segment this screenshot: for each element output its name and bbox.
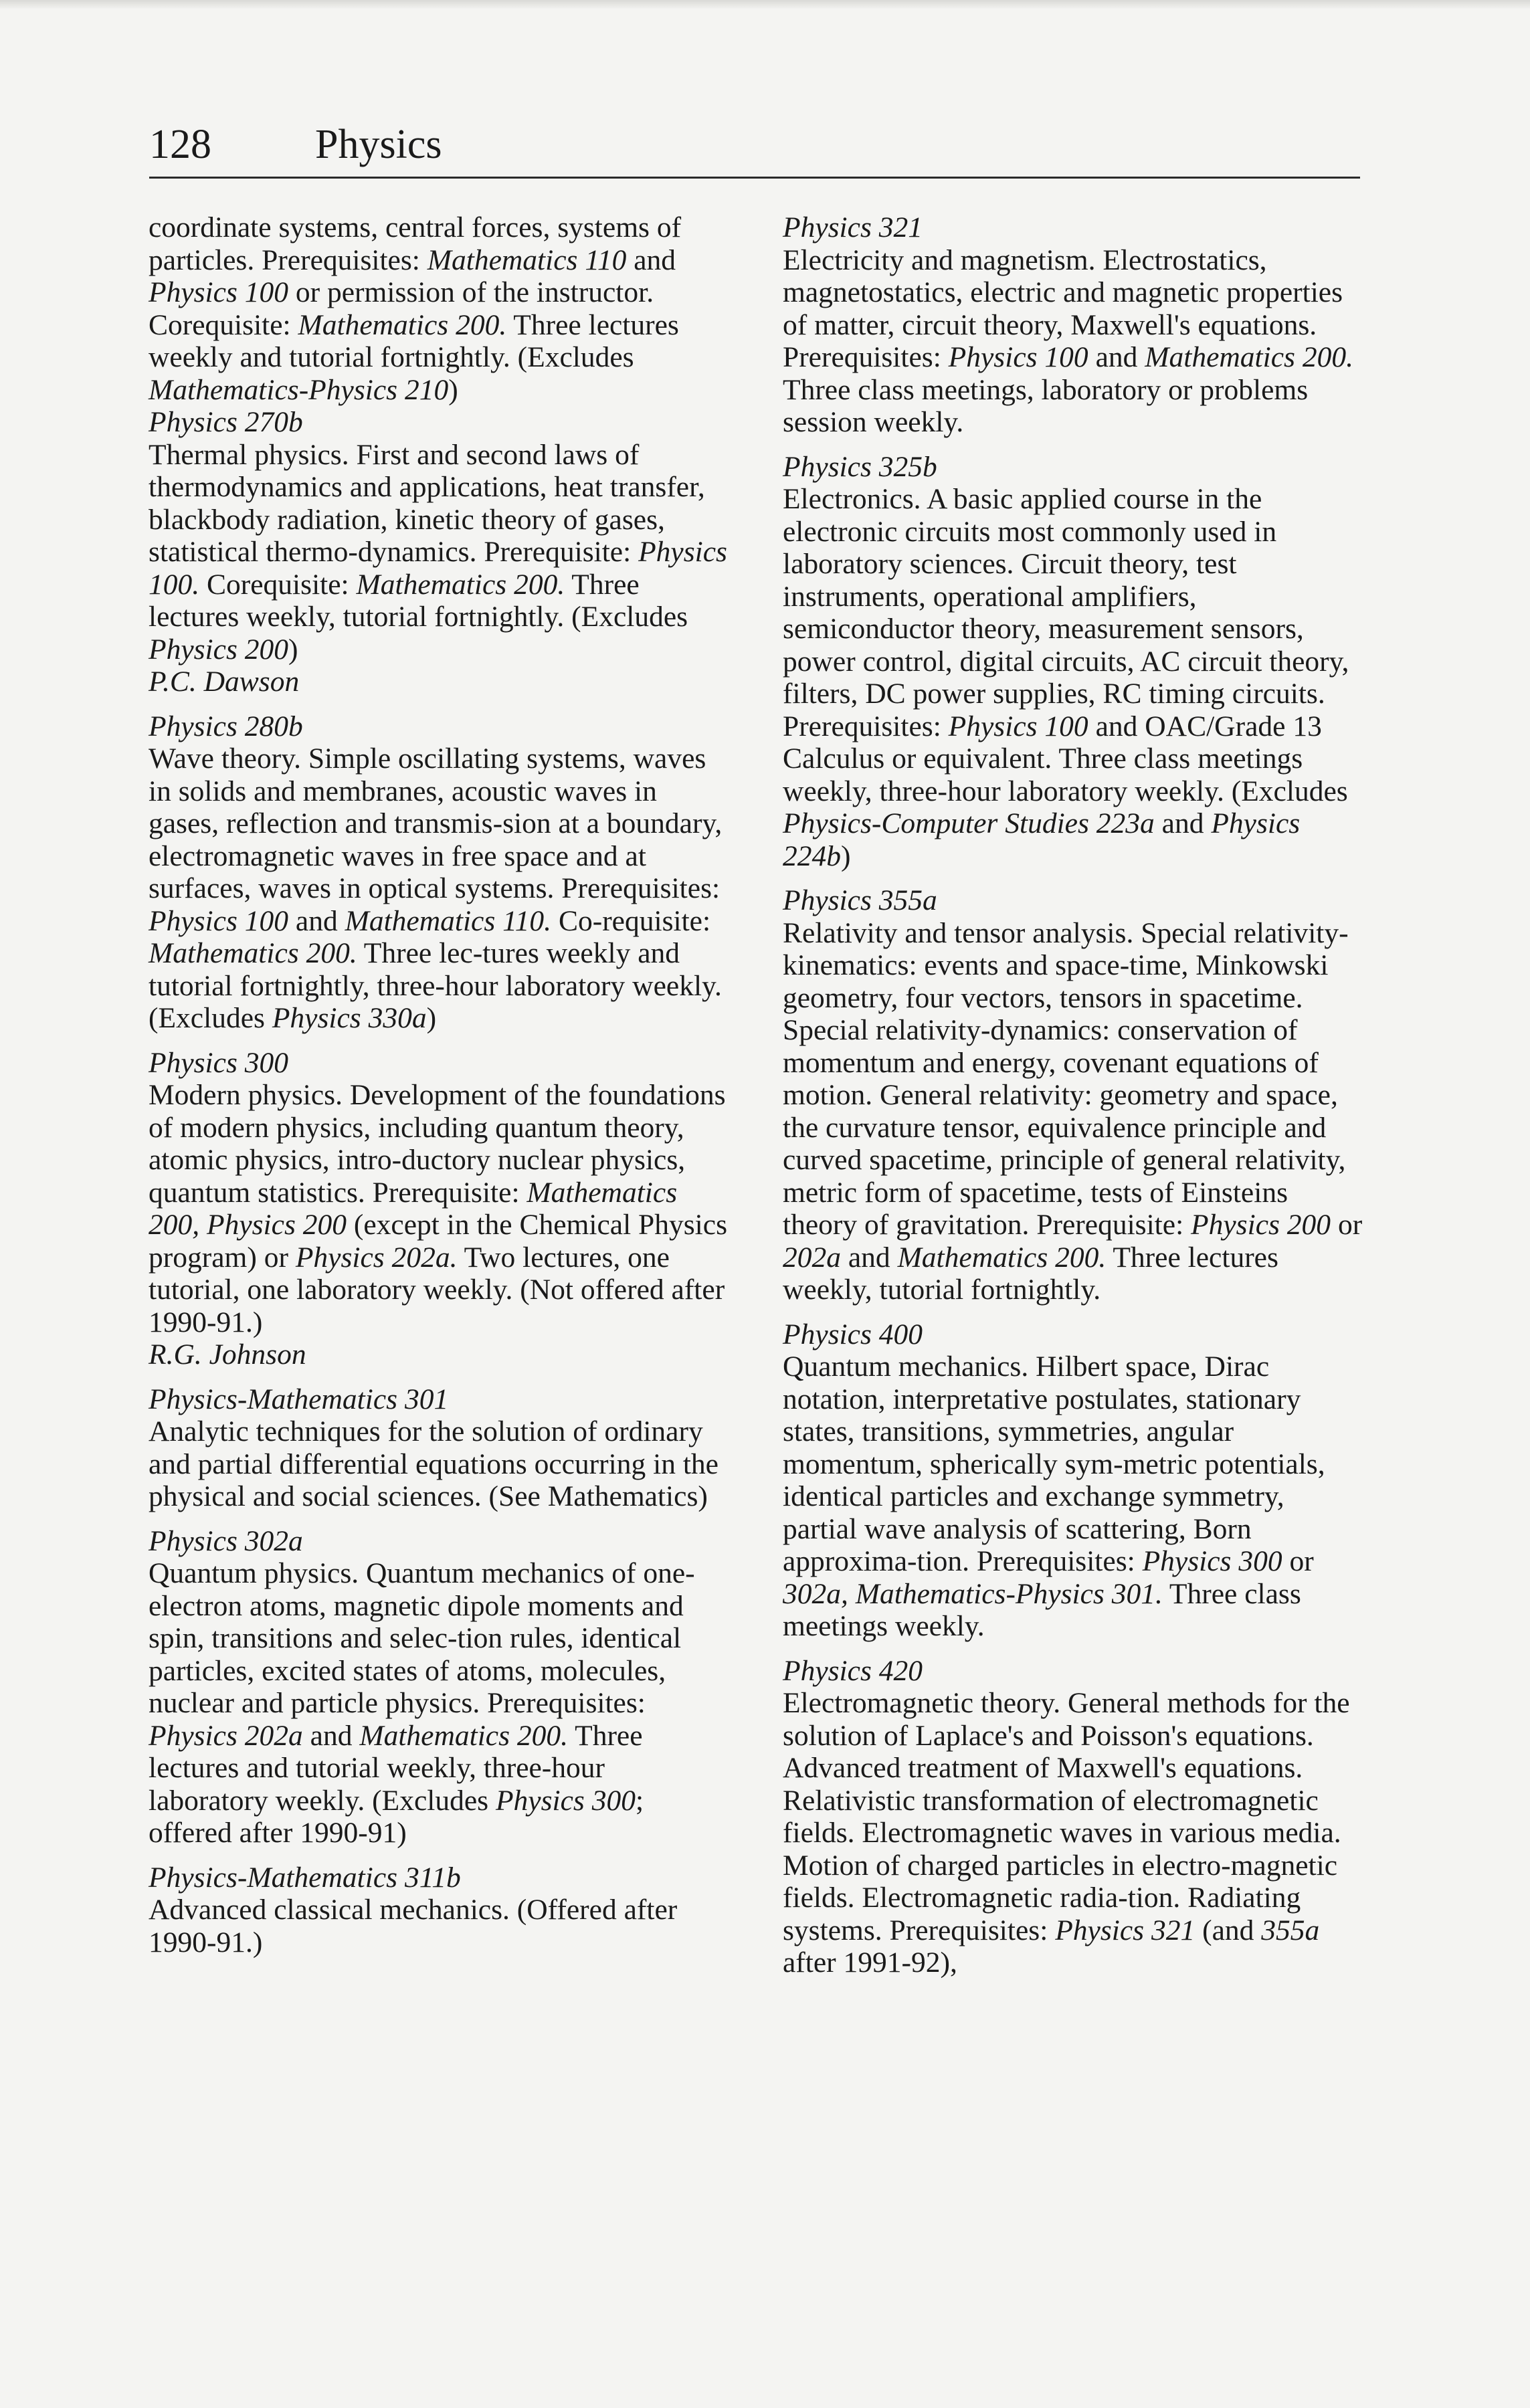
course-reference: 302a, Mathematics-Physics 301. — [783, 1577, 1163, 1610]
course-code: Physics-Mathematics 301 — [149, 1383, 449, 1415]
instructor-name: P.C. Dawson — [149, 666, 300, 698]
course-entry — [783, 1655, 1365, 1979]
description-text: Three class meetings, laboratory or problems session weekly. — [783, 373, 1309, 438]
course-description — [149, 742, 731, 1035]
course-reference: Physics 100. — [149, 536, 727, 601]
description-text: Quantum physics. Quantum mechanics of one-electron atoms, magnetic dipole moments and spin, transitions and selec-tion rules, identical particles, excited states of atoms, molecules, nuclear and particle physics. Prerequisites: — [149, 1557, 695, 1719]
course-description — [149, 1894, 731, 1959]
course-entry — [783, 211, 1365, 439]
description-text: Three lectures weekly and tutorial fortnightly. (Excludes — [149, 308, 679, 373]
course-reference: Mathematics 110 — [427, 243, 627, 276]
description-text: Three lectures weekly, tutorial fortnightly. (Excludes — [149, 568, 688, 633]
description-text: Relativity and tensor analysis. Special relativity-kinematics: events and space-time, Minkowski geometry, four vectors, tensors in spacetime. Special relativity-dynamics: conservation of momentum and energy, covenant equations of motion. General relativity: geometry and space, the curvature tensor, equivalence principle and curved spacetime, principle of general relativity, metric form of spacetime, tests of Einsteins theory of gravitation. Prerequisite: — [783, 916, 1349, 1241]
description-text: ; offered after 1990-91) — [149, 1784, 644, 1849]
course-code: Physics 300 — [149, 1046, 289, 1079]
course-reference: 355a — [1261, 1914, 1320, 1946]
course-reference: Physics 202a. — [295, 1241, 458, 1274]
description-text: and — [288, 904, 345, 937]
course-description — [783, 483, 1365, 872]
course-description — [149, 1079, 731, 1338]
course-reference: Mathematics-Physics 210 — [149, 373, 449, 406]
course-description — [783, 1687, 1365, 1979]
left-column — [149, 211, 731, 1971]
description-text: or permission of the instructor. Corequisite: — [149, 276, 654, 341]
course-reference: Mathematics 110. — [345, 904, 552, 937]
description-text: or — [1282, 1545, 1314, 1577]
course-code: Physics 420 — [783, 1654, 923, 1687]
course-reference: Physics-Computer Studies 223a — [783, 807, 1155, 839]
running-head: Physics — [315, 122, 442, 167]
description-text: Electronics. A basic applied course in the electronic circuits most commonly used in laboratory sciences. Circuit theory, test instruments, operational amplifiers, semiconductor theory, measurement sensors, power control, digital circuits, AC circuit theory, filters, DC power supplies, RC timing circuits. Prerequisites: — [783, 483, 1349, 742]
description-text: Electricity and magnetism. Electrostatics, magnetostatics, electric and magnetic properties of matter, circuit theory, Maxwell's equations. Prerequisites: — [783, 243, 1343, 373]
page-header — [149, 112, 1360, 179]
course-reference: Physics 321 — [1055, 1914, 1196, 1946]
description-text: or — [1331, 1209, 1363, 1241]
description-text: Corequisite: — [199, 568, 357, 601]
course-reference: 202a — [783, 1241, 841, 1274]
course-code: Physics-Mathematics 311b — [149, 1861, 461, 1894]
course-code: Physics 270b — [149, 406, 303, 438]
instructor-name: R.G. Johnson — [149, 1338, 306, 1371]
course-description — [149, 1557, 731, 1849]
course-code: Physics 302a — [149, 1524, 303, 1557]
description-text: Co-requisite: — [551, 904, 711, 937]
description-text: Analytic techniques for the solution of ordinary and partial differential equations occurring in the physical and social sciences. (See Mathematics) — [149, 1415, 719, 1512]
scan-edge — [0, 0, 1530, 9]
course-reference: Physics 300 — [495, 1784, 636, 1817]
course-reference: Mathematics 200. — [298, 308, 507, 341]
course-reference: Mathematics 200. — [359, 1719, 569, 1752]
course-entry — [149, 406, 731, 698]
course-description — [149, 439, 731, 666]
description-text: Electromagnetic theory. General methods for the solution of Laplace's and Poisson's equations. Advanced treatment of Maxwell's equations. Relativistic transformation of electromagnetic fields. Electromagnetic waves in various media. Motion of charged particles in electro-magnetic fields. Electromagnetic radia-tion. Radiating systems. Prerequisites: — [783, 1687, 1350, 1946]
course-reference: Physics 200 — [149, 633, 289, 666]
course-entry — [149, 1525, 731, 1849]
description-text: ) — [448, 373, 458, 406]
description-text: Three lectures weekly, tutorial fortnightly. — [783, 1241, 1278, 1306]
description-text: Quantum mechanics. Hilbert space, Dirac notation, interpretative postulates, stationary states, transitions, symmetries, angular momentum, spherically sym-metric potentials, identical particles and exchange symmetry, partial wave analysis of scattering, Born approxima-tion. Prerequisites: — [783, 1350, 1325, 1577]
course-reference: Physics 330a — [272, 1002, 427, 1034]
course-entry — [149, 1383, 731, 1513]
course-description — [783, 917, 1365, 1306]
course-description — [783, 1350, 1365, 1643]
description-text: and — [626, 243, 676, 276]
course-reference: Physics 202a — [149, 1719, 303, 1752]
course-entry — [783, 451, 1365, 873]
course-entry — [149, 710, 731, 1035]
course-entry — [149, 1862, 731, 1959]
course-description — [149, 1415, 731, 1513]
description-text: ) — [426, 1002, 437, 1034]
description-text: and — [1088, 341, 1145, 373]
course-reference: Physics 100 — [149, 904, 289, 937]
course-reference: Physics 100 — [149, 276, 289, 308]
course-reference: Mathematics 200. — [897, 1241, 1107, 1274]
course-code: Physics 280b — [149, 710, 303, 742]
course-reference: Mathematics 200. — [149, 937, 357, 969]
description-text: and — [302, 1719, 360, 1752]
course-reference: Mathematics 200, Physics 200 — [149, 1176, 678, 1241]
description-text: ) — [288, 633, 298, 666]
course-code: Physics 325b — [783, 450, 937, 483]
description-text: Two lectures, one tutorial, one laboratory weekly. (Not offered after 1990-91.) — [149, 1241, 725, 1338]
course-reference: Physics 224b — [783, 807, 1301, 872]
course-entry — [149, 1047, 731, 1371]
course-reference: Physics 200 — [1191, 1209, 1331, 1241]
description-text: and OAC/Grade 13 Calculus or equivalent. Three class meetings weekly, three-hour laboratory weekly. (Excludes — [783, 710, 1348, 807]
description-text: Wave theory. Simple oscillating systems, waves in solids and membranes, acoustic waves in gases, reflection and transmis-sion at a boundary, electromagnetic waves in free space and at surfaces, waves in optical systems. Prerequisites: — [149, 742, 723, 904]
course-entry — [783, 884, 1365, 1306]
description-text: and — [1154, 807, 1212, 839]
course-code: Physics 400 — [783, 1318, 923, 1350]
page-number: 128 — [149, 122, 211, 167]
description-text: (and — [1195, 1914, 1262, 1946]
course-reference: Physics 300 — [1142, 1545, 1282, 1577]
description-text: Three class meetings weekly. — [783, 1577, 1301, 1642]
description-text: Modern physics. Development of the foundations of modern physics, including quantum theory, atomic physics, intro-ductory nuclear physics, quantum statistics. Prerequisite: — [149, 1079, 726, 1209]
description-text: and — [841, 1241, 898, 1274]
description-text: (except in the Chemical Physics program) or — [149, 1209, 727, 1274]
description-text: Three lectures and tutorial weekly, three-hour laboratory weekly. (Excludes — [149, 1719, 643, 1817]
course-reference: Physics 100 — [948, 341, 1088, 373]
description-text: Three lec-tures weekly and tutorial fortnightly, three-hour laboratory weekly. (Excludes — [149, 937, 722, 1034]
course-description — [783, 244, 1365, 439]
course-reference: Physics 100 — [948, 710, 1088, 742]
course-entry — [783, 1318, 1365, 1643]
description-text: after 1991-92), — [783, 1946, 957, 1979]
course-reference: Mathematics 200. — [1145, 341, 1353, 373]
course-reference: Mathematics 200. — [356, 568, 565, 601]
right-column — [783, 211, 1365, 1991]
description-text: Thermal physics. First and second laws of thermodynamics and applications, heat transfer, blackbody radiation, kinetic theory of gases, statistical thermo-dynamics. Prerequisite: — [149, 438, 705, 568]
course-code: Physics 321 — [783, 211, 923, 243]
description-text: coordinate systems, central forces, systems of particles. Prerequisites: — [149, 211, 682, 276]
continued-course-description — [149, 211, 731, 406]
description-text: Advanced classical mechanics. (Offered after 1990-91.) — [149, 1894, 678, 1959]
course-code: Physics 355a — [783, 884, 937, 916]
description-text: ) — [841, 839, 851, 872]
